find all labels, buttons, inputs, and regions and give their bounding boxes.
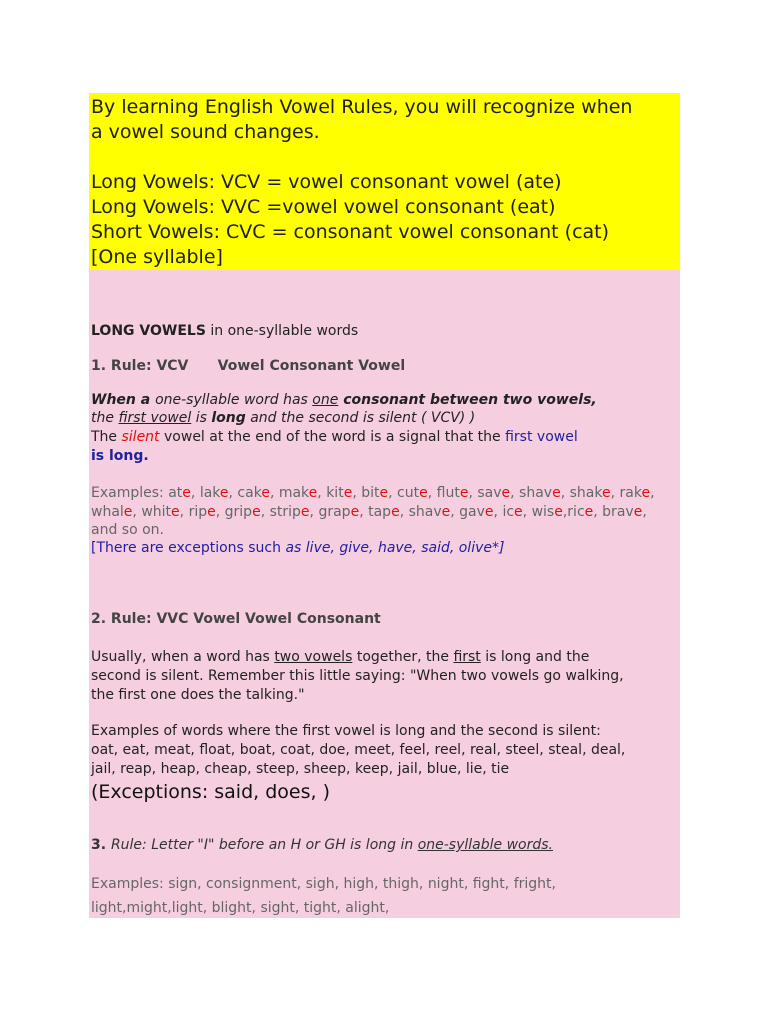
rule2-examples-1: Examples of words where the first vowel is long and the second is silent: [91, 723, 601, 739]
example-word: white [141, 503, 180, 520]
example-word: brave [602, 503, 643, 520]
intro-box [89, 93, 680, 270]
rule1-para-1: When a one-syllable word has one consonant between two vowels, [91, 392, 597, 408]
example-word: shave [519, 485, 561, 501]
example-word: save [477, 485, 511, 501]
rule3-title: 3. Rule: Letter "I" before an H or GH is long in one-syllable words. [91, 837, 553, 853]
example-word: shave [408, 503, 451, 520]
rule2-examples-2: oat, eat, meat, float, boat, coat, doe, meet, feel, reel, real, steel, steal, deal, [91, 742, 626, 758]
one-syllable-note: [One syllable] [91, 246, 223, 268]
example-word: cute [397, 485, 428, 501]
example-word: rice [567, 503, 594, 520]
example-word: ate [168, 485, 191, 501]
example-word: whale [91, 503, 133, 520]
rule2-exceptions: (Exceptions: said, does, ) [91, 781, 330, 803]
rule1-examples: Examples: ate, lake, cake, make, kite, bite, cute, flute, save, shave, shake, rake, whale, white, ripe, gripe, stripe, grape, tape, shave, gave, ice, wise,rice, brave, and so on. [91, 485, 655, 539]
rule3-examples-2: light,might,light, blight, sight, tight, alight, [91, 900, 390, 916]
long-vowels-vcv: Long Vowels: VCV = vowel consonant vowel (ate) [91, 171, 562, 193]
rule3-examples-1: Examples: sign, consignment, sigh, high, thigh, night, fight, fright, [91, 876, 556, 892]
example-word: rake [619, 485, 651, 501]
example-word: gripe [224, 503, 261, 520]
example-word: make [278, 485, 318, 501]
example-word: flute [436, 485, 469, 501]
rule2-examples-3: jail, reap, heap, cheap, steep, sheep, keep, jail, blue, lie, tie [91, 761, 510, 777]
rule2-para-3: the first one does the talking." [91, 687, 305, 703]
example-word: lake [199, 485, 229, 501]
short-vowels-cvc: Short Vowels: CVC = consonant vowel consonant (cat) [91, 221, 610, 243]
example-word: kite [326, 485, 353, 501]
example-word: tape [368, 503, 400, 520]
example-word: grape [318, 503, 360, 520]
example-word: cake [237, 485, 270, 501]
rule2-title: 2. Rule: VVC Vowel Vowel Consonant [91, 611, 381, 627]
section-heading: LONG VOWELS in one-syllable words [91, 323, 359, 339]
intro-line-2: a vowel sound changes. [91, 121, 320, 143]
example-word: wise [531, 503, 563, 520]
example-word: bite [361, 485, 389, 501]
intro-line-1: By learning English Vowel Rules, you will recognize when [91, 96, 633, 118]
rule1-exceptions: [There are exceptions such as live, give, have, said, olive*] [91, 540, 505, 556]
example-word: stripe [269, 503, 310, 520]
example-word: gave [459, 503, 494, 520]
long-vowels-vvc: Long Vowels: VVC =vowel vowel consonant (eat) [91, 196, 556, 218]
rule1-para-3b: is long. [91, 448, 149, 464]
rule2-para-2: second is silent. Remember this little saying: "When two vowels go walking, [91, 668, 624, 684]
rule2-para-1: Usually, when a word has two vowels together, the first is long and the [91, 649, 590, 665]
rules-box [89, 270, 680, 918]
example-word: ripe [188, 503, 216, 520]
rule1-para-2: the first vowel is long and the second is silent ( VCV) ) [91, 410, 476, 426]
rule1-title: 1. Rule: VCV Vowel Consonant Vowel [91, 358, 406, 374]
example-word: ice [502, 503, 523, 520]
examples-list: ate, lake, cake, make, kite, bite, cute, flute, save, shave, shake, rake, whale, white, ripe, gripe, stripe, grape, tape, shave, gave, ice, wise,rice, brave, [91, 485, 655, 520]
example-word: shake [569, 485, 611, 501]
rule1-para-3: The silent vowel at the end of the word is a signal that the first vowel [91, 429, 578, 445]
